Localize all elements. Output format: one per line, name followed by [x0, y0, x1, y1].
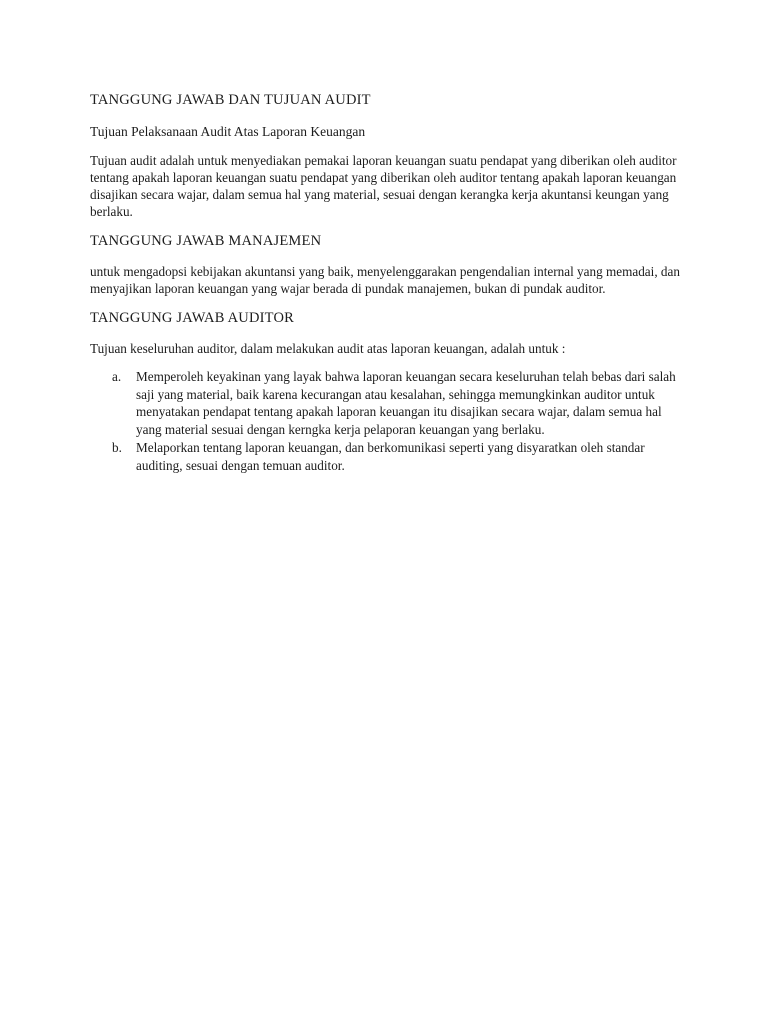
- list-marker: b.: [112, 440, 122, 456]
- section-heading-manajemen: TANGGUNG JAWAB MANAJEMEN: [90, 233, 322, 249]
- list-item: [90, 368, 680, 438]
- section-heading-tujuan: Tujuan Pelaksanaan Audit Atas Laporan Keuangan: [90, 124, 366, 139]
- section-heading-auditor: TANGGUNG JAWAB AUDITOR: [90, 310, 295, 326]
- document-page: [90, 90, 680, 476]
- paragraph-auditor-intro: Tujuan keseluruhan auditor, dalam melakukan audit atas laporan keuangan, adalah untuk :: [90, 341, 566, 356]
- list-marker: a.: [112, 369, 122, 384]
- paragraph-tanggung-jawab-manajemen: untuk mengadopsi kebijakan akuntansi yang baik, menyelenggarakan pengendalian internal yang memadai, dan menyajikan laporan keuangan yang wajar berada di pundak manajemen, bukan di pundak auditor.: [90, 264, 680, 296]
- list-item-text: Melaporkan tentang laporan keuangan, dan berkomunikasi seperti yang disyaratkan oleh standar auditing, sesuai dengan temuan auditor.: [136, 440, 645, 473]
- list-item-text: Memperoleh keyakinan yang layak bahwa laporan keuangan secara keseluruhan telah bebas dari salah saji yang material, baik karena kecurangan atau kesalahan, sehingga memungkinkan auditor untuk menyatakan pendapat tentang apakah laporan keuangan itu disajikan secara wajar, dalam semua hal yang material sesuai dengan kerngka kerja pelaporan keuangan yang berlaku.: [136, 369, 676, 437]
- auditor-objectives-list: [90, 368, 680, 475]
- document-title: TANGGUNG JAWAB DAN TUJUAN AUDIT: [90, 92, 371, 108]
- paragraph-tujuan-audit: Tujuan audit adalah untuk menyediakan pemakai laporan keuangan suatu pendapat yang diberikan oleh auditor tentang apakah laporan keuangan suatu pendapat yang diberikan oleh auditor tentang apakah laporan keuangan disajikan secara wajar, dalam semua hal yang material, sesuai dengan kerangka kerja akuntansi keungan yang berlaku.: [90, 153, 677, 219]
- list-item: [90, 439, 680, 474]
